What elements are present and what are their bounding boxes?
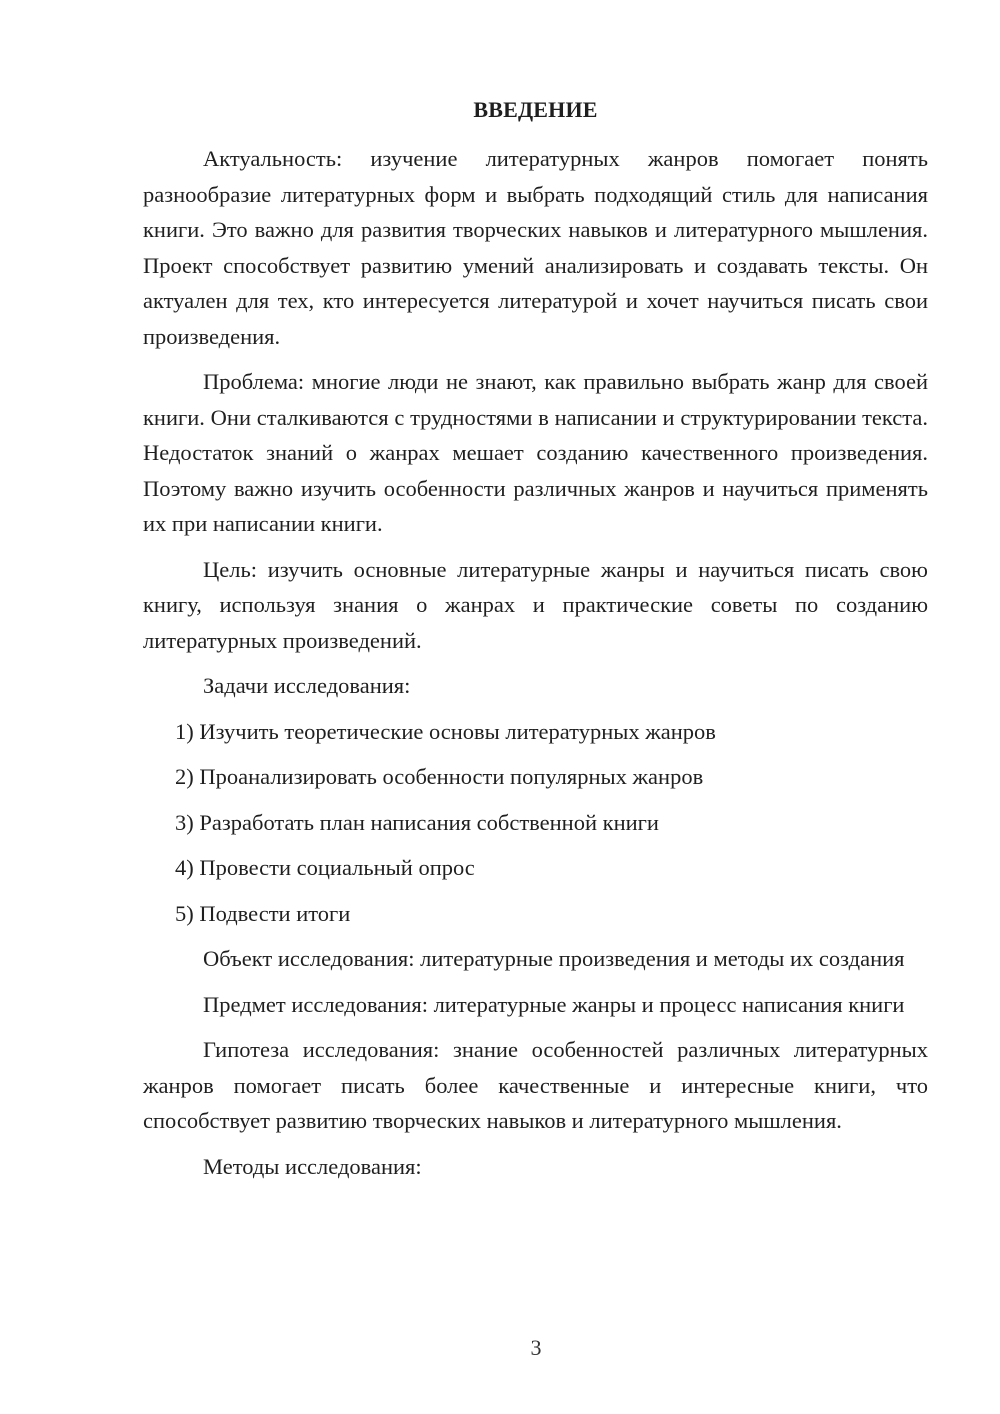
list-item: 2) Проанализировать особенности популярных жанров bbox=[175, 764, 704, 789]
page-number: 3 bbox=[530, 1335, 542, 1360]
list-item: 4) Провести социальный опрос bbox=[175, 855, 475, 880]
paragraph-goal: Цель: изучить основные литературные жанры и научиться писать свою книгу, используя знания о жанрах и практические советы по созданию литературных произведений. bbox=[143, 556, 928, 653]
page-title: ВВЕДЕНИЕ bbox=[473, 97, 598, 122]
paragraph-subject: Предмет исследования: литературные жанры и процесс написания книги bbox=[203, 991, 905, 1017]
paragraph-problem: Проблема: многие люди не знают, как правильно выбрать жанр для своей книги. Они сталкиваются с трудностями в написании и структурировании текста. Недостаток знаний о жанрах мешает созданию качественного произведения. Поэтому важно изучить особенности различных жанров и научиться применять их при написании книги. bbox=[143, 369, 928, 536]
methods-heading: Методы исследования: bbox=[203, 1153, 422, 1179]
tasks-heading: Задачи исследования: bbox=[203, 673, 411, 698]
paragraph-relevance: Актуальность: изучение литературных жанров помогает понять разнообразие литературных форм и выбрать подходящий стиль для написания книги. Это важно для развития творческих навыков и литературного мышления. Проект способствует развитию умений анализировать и создавать тексты. Он актуален для тех, кто интересуется литературой и хочет научиться писать свои произведения. bbox=[143, 146, 928, 349]
list-item: 3) Разработать план написания собственной книги bbox=[175, 809, 659, 835]
tasks-list bbox=[143, 714, 928, 932]
list-item: 5) Подвести итоги bbox=[175, 900, 351, 926]
paragraph-object: Объект исследования: литературные произведения и методы их создания bbox=[203, 946, 905, 971]
list-item: 1) Изучить теоретические основы литературных жанров bbox=[175, 718, 716, 744]
paragraph-hypothesis: Гипотеза исследования: знание особенностей различных литературных жанров помогает писать более качественные и интересные книги, что способствует развитию творческих навыков и литературного мышления. bbox=[143, 1037, 928, 1133]
document-body bbox=[143, 141, 928, 1184]
